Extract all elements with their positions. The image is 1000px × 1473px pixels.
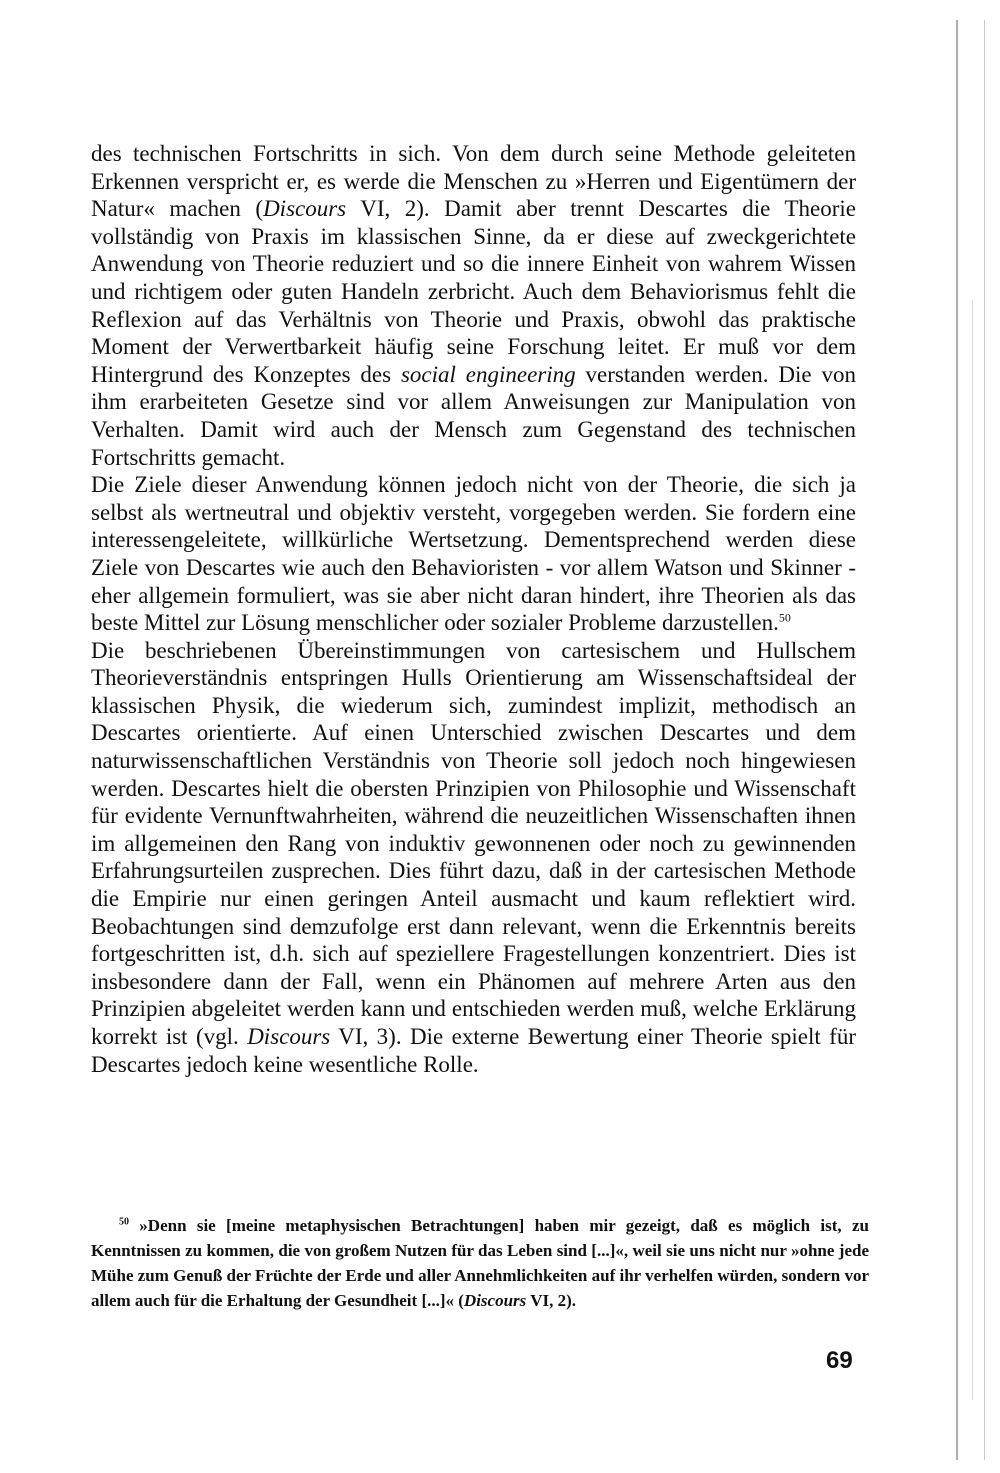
footnote-marker: 50 [119,1216,129,1228]
text-run: Die beschriebenen Übereinstimmungen von cartesischem und Hullschem Theorieverständnis entspringen Hulls Orientierung am Wissenschaftsideal der klassischen Physik, die wiederum sich, zumindest implizit, methodisch an Descartes orientierte. Auf einen Unterschied zwischen Descartes und dem naturwissenschaftlichen Verständnis von Theorie soll jedoch noch hingewiesen werden. Descartes hielt die obersten Prinzipien von Philosophie und Wissenschaft für evidente Vernunftwahrheiten, während die neuzeitlichen Wissenschaften ihnen im allgemeinen den Rang von induktiv gewonnenen oder noch zu gewinnenden Erfahrungsurteilen zusprechen. Dies führt dazu, daß in der cartesischen Methode die Empirie nur einen geringen Anteil ausmacht und kaum reflektiert wird. Beobachtungen sind demzufolge erst dann relevant, wenn die Erkenntnis bereits fortgeschritten ist, d.h. sich auf speziellere Fragestellungen konzentriert. Dies ist insbesondere dann der Fall, wenn ein Phänomen auf mehrere Arten aus den Prinzipien abgeleitet werden kann und entschieden werden muß, welche Erklärung korrekt ist (vgl. [91,637,856,1049]
page-number: 69 [826,1347,853,1374]
paragraph [91,471,856,637]
work-title: Discours [463,1291,527,1310]
footnotes [91,1213,869,1313]
paragraph [91,637,856,1079]
text-run: VI, 2). Damit aber trennt Descartes die Theorie vollständig von Praxis im klassischen Sinne, da er diese auf zweckgerichtete Anwendung von Theorie reduziert und so die innere Einheit von wahrem Wissen und richtigem oder guten Handeln zerbricht. Auch dem Behaviorismus fehlt die Reflexion auf das Verhältnis von Theorie und Praxis, obwohl das praktische Moment der Verwertbarkeit häufig seine Forschung leitet. Er muß vor dem Hintergrund des Konzeptes des [91,196,856,387]
text-run: verstanden werden. Die von ihm erarbeiteten Gesetze sind vor allem Anweisungen zur Manipulation von Verhalten. Damit wird auch der Mensch zum Gegenstand des technischen Fortschritts gemacht. [91,361,856,470]
footnote-text: »Denn sie [meine metaphysischen Betrachtungen] haben mir gezeigt, daß es möglich ist, zu Kenntnissen zu kommen, die von großem Nutzen für das Leben sind [...]«, weil sie uns nicht nur »ohne jede Mühe zum Genuß der Früchte der Erde und aller Annehmlichkeiten auf ihr verhelfen würden, sondern vor allem auch für die Erhaltung der Gesundheit [...]« ( [91,1216,869,1310]
paragraph [91,140,856,471]
footnote-text: VI, 2). [526,1291,577,1310]
text-run: VI, 3). Die externe Bewertung einer Theorie spielt für Descartes jedoch keine wesentliche Rolle. [91,1024,856,1077]
scan-edge-line [984,20,985,1460]
scan-edge-line [972,300,973,1400]
text-run: des technischen Fortschritts in sich. Von dem durch seine Methode geleiteten Erkennen verspricht er, es werde die Menschen zu »Herren und Eigentümern der Natur« machen ( [91,141,856,222]
term-italic: social engineering [400,361,576,387]
footnote-reference: 50 [778,610,791,625]
main-text [91,140,856,1078]
work-title: Discours [247,1024,331,1049]
text-run: Die Ziele dieser Anwendung können jedoch nicht von der Theorie, die sich ja selbst als wertneutral und objektiv versteht, vorgegeben werden. Sie fordern eine interessengeleitete, willkürliche Wertsetzung. Dementsprechend werden diese Ziele von Descartes wie auch den Behavioristen - vor allem Watson und Skinner - eher allgemein formuliert, was sie aber nicht daran hindert, ihre Theorien als das beste Mittel zur Lösung menschlicher oder sozialer Probleme darzustellen. [91,472,856,636]
footnote [91,1213,869,1313]
work-title: Discours [263,196,347,222]
scan-edge-line [956,20,958,1460]
